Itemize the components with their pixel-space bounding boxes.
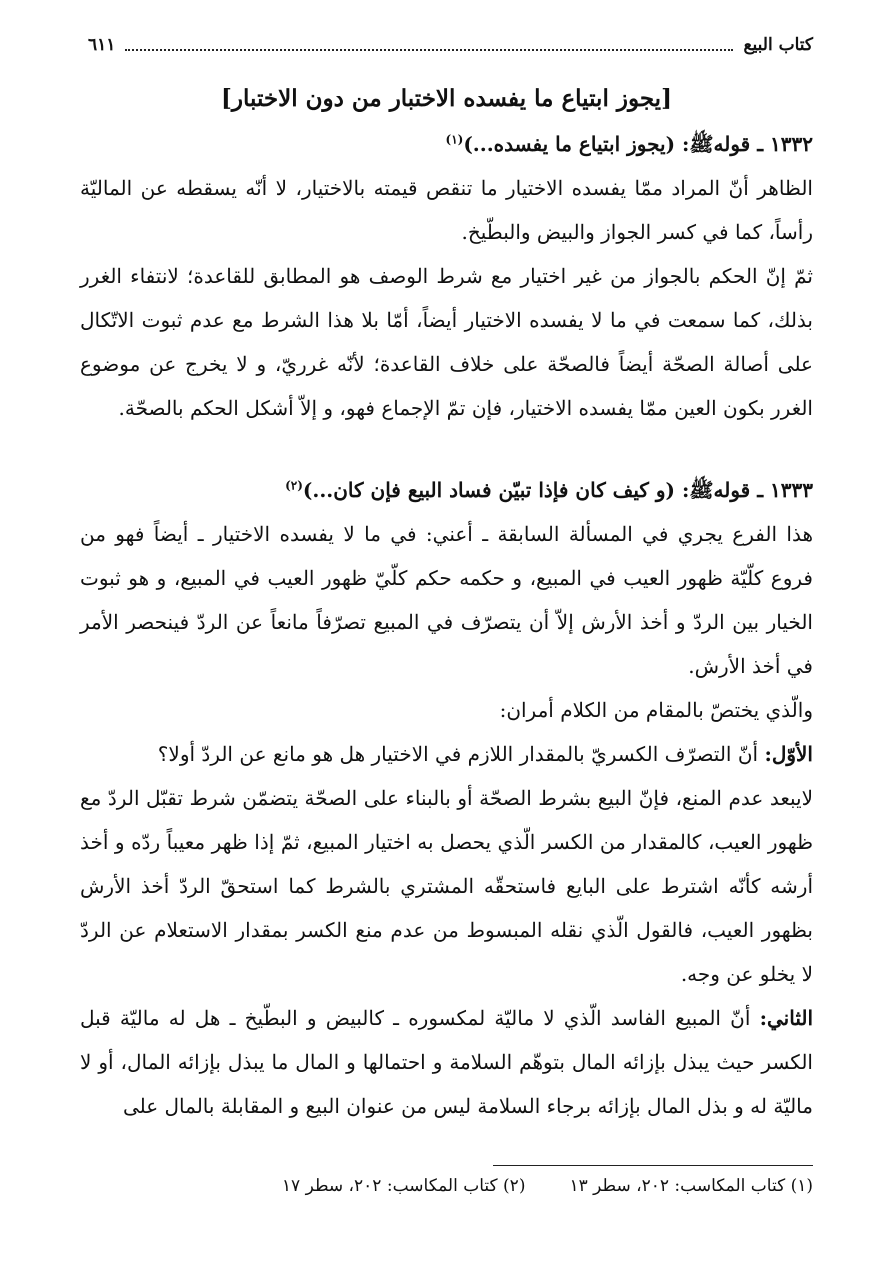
point-label: الثاني: [759, 1006, 814, 1030]
point-second-question [80, 996, 813, 1128]
section-title: [يجوز ابتياع ما يفسده الاختبار من دون الاختبار] [221, 85, 672, 112]
footnote-ref-1: (١) [445, 132, 464, 147]
footnotes [180, 1176, 813, 1196]
paragraph: لايبعد عدم المنع، فإنّ البيع بشرط الصحّة أو بالبناء على الصحّة يتضمّن شرط تقبّل الردّ مع ظهور العيب، كالمقدار من الكسر الّذي يحصل به اختيار المبيع، ثمّ إذا ظهر معيباً ردّه و أخذ أرشه كأنّه اشترط على البايع فاستحقّه المشتري بالشرط كما استحقّ الردّ أخذ الأرش بظهور العيب، فالقول الّذي نقله المبسوط من عدم منع الكسر بمقدار الاستعلام عن الردّ لا يخلو عن وجه. [80, 786, 813, 986]
item-heading-text: ١٣٣٣ ـ قوله‌ﷺ: (و كيف كان فإذا تبيّن فساد البيع فإن كان...) [302, 478, 813, 502]
point-lead: أنّ المبيع الفاسد الّذي لا ماليّة لمكسوره ـ كالبيض و البطّيخ ـ هل له ماليّة قبل الكسر حيث يبذل بإزائه المال بتوهّم السلامة و احتمالها و المال ما يبذل بإزائه المال، أو لا ماليّة له و بذل المال بإزائه برجاء السلامة ليس من عنوان البيع و المقابلة بالمال على [80, 1006, 813, 1118]
item-heading-1333 [80, 468, 813, 512]
point-first-question [80, 732, 813, 776]
paragraph: ثمّ إنّ الحكم بالجواز من غير اختيار مع شرط الوصف هو المطابق للقاعدة؛ لانتفاء الغرر بذلك، كما سمعت في ما لا يفسده الاختيار أيضاً، أمّا بلا هذا الشرط مع عدم ثبوت الاتّكال على أصالة الصحّة أيضاً فالصحّة على خلاف القاعدة؛ لأنّه غرريّ، و لا يخرج عن موضوع الغرر بكون العين ممّا يفسده الاختيار، فإن تمّ الإجماع فهو، و إلاّ أشكل الحكم بالصحّة. [80, 264, 814, 420]
book-title: كتاب البيع [743, 35, 813, 55]
header-dot-leader [125, 39, 733, 51]
item-heading-text: ١٣٣٢ ـ قوله‌ﷺ: (يجوز ابتياع ما يفسده...) [463, 132, 813, 156]
running-header [88, 30, 813, 60]
footnote-ref-2: (٢) [285, 478, 303, 493]
paragraph: هذا الفرع يجري في المسألة السابقة ـ أعني: في ما لا يفسده الاختيار ـ أيضاً فهو من فروع كلّيّة ظهور العيب في المبيع، و حكمه حكم كلّيّ ظهور العيب في المبيع، و هو ثبوت الخيار بين الردّ و أخذ الأرش إلاّ أن يتصرّف في المبيع تصرّفاً مانعاً عن الردّ فينحصر الأمر في أخذ الأرش. [80, 522, 813, 678]
point-label: الأوّل: [764, 742, 813, 766]
paragraph: الظاهر أنّ المراد ممّا يفسده الاختيار ما تنقص قيمته بالاختيار، لا أنّه يسقطه عن الماليّة رأساً، كما في كسر الجواز والبيض والبطّيخ. [80, 176, 813, 244]
footnote-2: (٢) كتاب المكاسب: ٢٠٢، سطر ١٧ [281, 1176, 526, 1196]
page-number: ٦١١ [88, 35, 116, 55]
point-lead: أنّ التصرّف الكسريّ بالمقدار اللازم في الاختيار هل هو مانع عن الردّ أولا؟ [157, 742, 759, 766]
item-heading-1332 [80, 122, 813, 166]
footnote-1: (١) كتاب المكاسب: ٢٠٢، سطر ١٣ [569, 1176, 813, 1196]
main-text [80, 76, 813, 1128]
spacer [80, 430, 813, 468]
footnote-divider [493, 1165, 813, 1166]
paragraph: والّذي يختصّ بالمقام من الكلام أمران: [499, 698, 813, 722]
